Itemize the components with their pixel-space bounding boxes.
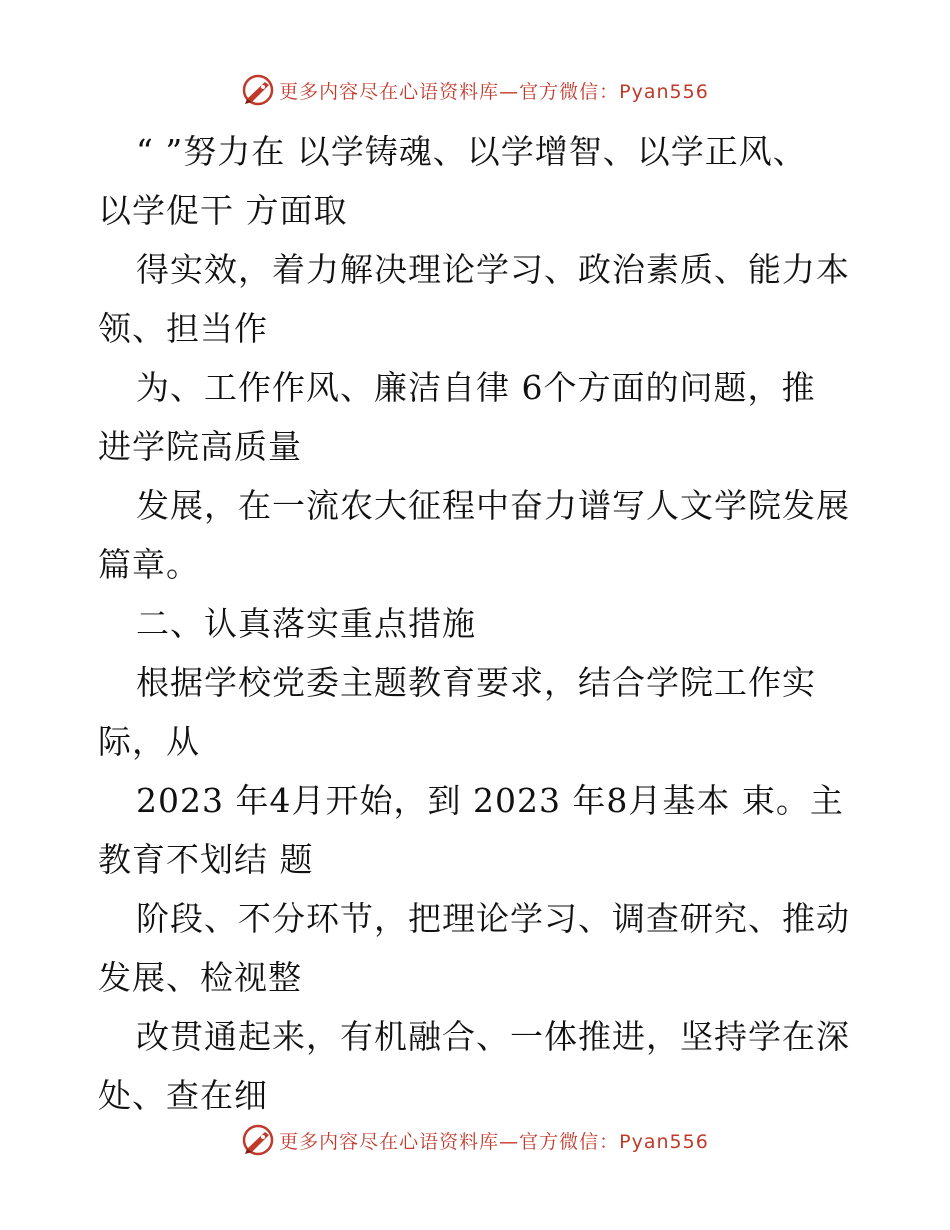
paragraph-line: 领、担当作 (98, 309, 268, 348)
watermark-text: 更多内容尽在心语资料库—官方微信：Pyan556 (279, 80, 709, 103)
paragraph-line: 得实效，着力解决理论学习、政治素质、能力本 (136, 250, 850, 289)
header-watermark (0, 70, 950, 110)
footer-watermark (0, 1120, 950, 1160)
paragraph-line: 教育不划结 题 (98, 840, 314, 879)
paragraph-line: 根据学校党委主题教育要求，结合学院工作实 (136, 663, 816, 702)
paragraph-line: 处、查在细 (98, 1076, 268, 1115)
paragraph-line: 篇章。 (98, 545, 200, 584)
paragraph-line: 以学促干 方面取 (98, 191, 348, 230)
pen-logo-icon (241, 1123, 275, 1157)
paragraph-line: “ ”努力在 以学铸魂、以学增智、以学正风、 (136, 132, 807, 171)
paragraph-line: 阶段、不分环节，把理论学习、调查研究、推动 (136, 899, 850, 938)
paragraph-line: 二、认真落实重点措施 (136, 604, 476, 643)
watermark-text: 更多内容尽在心语资料库—官方微信：Pyan556 (279, 1130, 709, 1153)
paragraph-line: 2023 年4月开始，到 2023 年8月基本 束。主 (136, 781, 844, 820)
paragraph-line: 改贯通起来，有机融合、一体推进，坚持学在深 (136, 1017, 850, 1056)
document-body (98, 122, 868, 1125)
paragraph-line: 发展，在一流农大征程中奋力谱写人文学院发展 (136, 486, 850, 525)
paragraph-line: 进学院高质量 (98, 427, 302, 466)
paragraph-line: 发展、检视整 (98, 958, 302, 997)
pen-logo-icon (241, 73, 275, 107)
paragraph-line: 为、工作作风、廉洁自律 6个方面的问题，推 (136, 368, 816, 407)
paragraph-line: 际，从 (98, 722, 200, 761)
